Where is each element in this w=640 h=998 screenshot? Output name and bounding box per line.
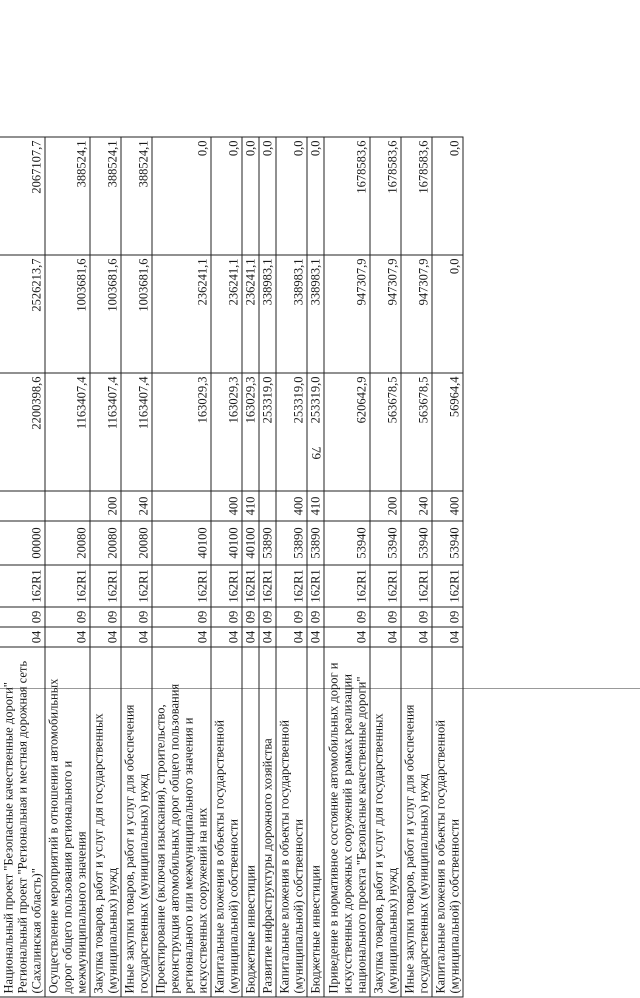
row-name: Закупка товаров, работ и услуг для государственных (муниципальных) нужд xyxy=(90,647,121,997)
row-value-2025: 236241,1 xyxy=(211,255,242,373)
row-subsection: 09 xyxy=(90,607,121,627)
row-expense-type xyxy=(45,491,90,521)
row-value-2025: 1003681,6 xyxy=(121,255,152,373)
row-value-2024: 253319,0 xyxy=(307,373,324,491)
table-row xyxy=(242,137,259,997)
row-direction-code: 40100 xyxy=(152,521,211,565)
row-value-2026: 1678583,6 xyxy=(324,137,370,255)
row-subsection: 09 xyxy=(401,607,432,627)
row-direction-code: 40100 xyxy=(211,521,242,565)
row-value-2025: 338983,1 xyxy=(259,255,276,373)
row-section: 04 xyxy=(45,627,90,647)
row-program-code: 162R1 xyxy=(259,565,276,607)
table-row xyxy=(432,137,463,997)
row-direction-code: 53940 xyxy=(432,521,463,565)
row-section: 04 xyxy=(259,627,276,647)
row-value-2026: 0,0 xyxy=(432,137,463,255)
row-subsection: 09 xyxy=(307,607,324,627)
row-name: Иные закупки товаров, работ и услуг для обеспечения государственных (муниципальных) нужд xyxy=(401,647,432,997)
row-expense-type: 240 xyxy=(121,491,152,521)
row-subsection: 09 xyxy=(324,607,370,627)
row-value-2024: 563678,5 xyxy=(370,373,401,491)
row-value-2026: 0,0 xyxy=(276,137,307,255)
row-expense-type: 200 xyxy=(370,491,401,521)
row-program-code: 162R1 xyxy=(90,565,121,607)
row-expense-type: 200 xyxy=(90,491,121,521)
row-direction-code: 53940 xyxy=(370,521,401,565)
row-program-code: 162R1 xyxy=(45,565,90,607)
row-expense-type xyxy=(0,491,45,521)
row-value-2024: 163029,3 xyxy=(211,373,242,491)
row-program-code: 162R1 xyxy=(211,565,242,607)
row-value-2026: 1678583,6 xyxy=(370,137,401,255)
table-body xyxy=(0,137,463,997)
budget-table-sheet xyxy=(0,138,462,998)
row-section: 04 xyxy=(152,627,211,647)
row-name: Бюджетные инвестиции xyxy=(242,647,259,997)
row-expense-type: 400 xyxy=(211,491,242,521)
row-name: Бюджетные инвестиции xyxy=(307,647,324,997)
page-number: 79 xyxy=(309,446,324,460)
row-value-2025: 0,0 xyxy=(432,255,463,373)
row-program-code: 162R1 xyxy=(0,565,45,607)
row-section: 04 xyxy=(90,627,121,647)
row-expense-type xyxy=(259,491,276,521)
row-value-2024: 253319,0 xyxy=(276,373,307,491)
row-expense-type: 240 xyxy=(401,491,432,521)
table-row xyxy=(401,137,432,997)
table-row xyxy=(324,137,370,997)
row-direction-code: 20080 xyxy=(121,521,152,565)
table-row xyxy=(121,137,152,997)
row-direction-code: 53940 xyxy=(324,521,370,565)
row-subsection: 09 xyxy=(259,607,276,627)
row-subsection: 09 xyxy=(121,607,152,627)
row-direction-code: 40100 xyxy=(242,521,259,565)
row-name: Иные закупки товаров, работ и услуг для обеспечения государственных (муниципальных) нужд xyxy=(121,647,152,997)
row-subsection: 09 xyxy=(0,607,45,627)
row-value-2024: 1163407,4 xyxy=(121,373,152,491)
row-program-code: 162R1 xyxy=(432,565,463,607)
row-name: Капитальные вложения в объекты государственной (муниципальной) собственности xyxy=(211,647,242,997)
table-row xyxy=(152,137,211,997)
row-subsection: 09 xyxy=(432,607,463,627)
row-value-2026: 0,0 xyxy=(307,137,324,255)
row-expense-type: 410 xyxy=(242,491,259,521)
row-name: Приведение в нормативное состояние автомобильных дорог и искусственных дорожных сооружений в рамках реализации национального проекта "Безопасные качественные дороги" xyxy=(324,647,370,997)
row-subsection: 09 xyxy=(152,607,211,627)
row-value-2025: 338983,1 xyxy=(276,255,307,373)
row-value-2024: 620642,9 xyxy=(324,373,370,491)
row-name: Проектирование (включая изыскания), строительство, реконструкция автомобильных дорог общего пользования регионального или межмуниципального значения и искусственных сооружений на них xyxy=(152,647,211,997)
row-subsection: 09 xyxy=(370,607,401,627)
row-subsection: 09 xyxy=(276,607,307,627)
row-value-2025: 947307,9 xyxy=(324,255,370,373)
row-direction-code: 53940 xyxy=(401,521,432,565)
row-value-2026: 388524,1 xyxy=(90,137,121,255)
row-section: 04 xyxy=(121,627,152,647)
table-row xyxy=(276,137,307,997)
row-subsection: 09 xyxy=(211,607,242,627)
table-row xyxy=(307,137,324,997)
table-row xyxy=(90,137,121,997)
row-value-2024: 2200398,6 xyxy=(0,373,45,491)
row-program-code: 162R1 xyxy=(121,565,152,607)
row-section: 04 xyxy=(211,627,242,647)
row-section: 04 xyxy=(324,627,370,647)
row-program-code: 162R1 xyxy=(242,565,259,607)
row-value-2024: 56964,4 xyxy=(432,373,463,491)
row-value-2025: 236241,1 xyxy=(242,255,259,373)
row-subsection: 09 xyxy=(242,607,259,627)
row-direction-code: 53890 xyxy=(307,521,324,565)
row-program-code: 162R1 xyxy=(370,565,401,607)
row-expense-type: 400 xyxy=(276,491,307,521)
row-subsection: 09 xyxy=(45,607,90,627)
row-value-2025: 947307,9 xyxy=(401,255,432,373)
row-value-2026: 0,0 xyxy=(259,137,276,255)
row-value-2026: 1678583,6 xyxy=(401,137,432,255)
table-row xyxy=(370,137,401,997)
row-expense-type xyxy=(152,491,211,521)
row-value-2025: 236241,1 xyxy=(152,255,211,373)
row-value-2026: 388524,1 xyxy=(121,137,152,255)
row-section: 04 xyxy=(0,627,45,647)
row-value-2026: 388524,1 xyxy=(45,137,90,255)
row-value-2024: 163029,3 xyxy=(242,373,259,491)
row-name: Осуществление мероприятий в отношении автомобильных дорог общего пользования регионального и межмуниципального значения xyxy=(45,647,90,997)
table-row xyxy=(211,137,242,997)
row-value-2025: 338983,1 xyxy=(307,255,324,373)
row-value-2026: 0,0 xyxy=(152,137,211,255)
row-section: 04 xyxy=(370,627,401,647)
table-row xyxy=(0,137,45,997)
row-name: Национальный проект "Безопасные качественные дороги" Региональный проект "Региональная и местная дорожная сеть (Сахалинская область)" xyxy=(0,647,45,997)
table-row xyxy=(45,137,90,997)
row-value-2026: 0,0 xyxy=(211,137,242,255)
row-name: Капитальные вложения в объекты государственной (муниципальной) собственности xyxy=(432,647,463,997)
row-section: 04 xyxy=(432,627,463,647)
row-name: Развитие инфраструктуры дорожного хозяйства xyxy=(259,647,276,997)
row-value-2024: 1163407,4 xyxy=(45,373,90,491)
row-program-code: 162R1 xyxy=(307,565,324,607)
table-row xyxy=(259,137,276,997)
row-section: 04 xyxy=(307,627,324,647)
row-program-code: 162R1 xyxy=(276,565,307,607)
budget-table xyxy=(0,137,464,998)
row-expense-type xyxy=(324,491,370,521)
row-value-2024: 1163407,4 xyxy=(90,373,121,491)
row-section: 04 xyxy=(401,627,432,647)
row-direction-code: 20080 xyxy=(45,521,90,565)
row-direction-code: 00000 xyxy=(0,521,45,565)
row-value-2025: 2526213,7 xyxy=(0,255,45,373)
row-value-2025: 947307,9 xyxy=(370,255,401,373)
row-expense-type: 400 xyxy=(432,491,463,521)
row-direction-code: 53890 xyxy=(259,521,276,565)
row-value-2025: 1003681,6 xyxy=(90,255,121,373)
row-name: Капитальные вложения в объекты государственной (муниципальной) собственности xyxy=(276,647,307,997)
row-program-code: 162R1 xyxy=(324,565,370,607)
row-value-2024: 563678,5 xyxy=(401,373,432,491)
row-value-2026: 0,0 xyxy=(242,137,259,255)
row-program-code: 162R1 xyxy=(401,565,432,607)
row-value-2024: 253319,0 xyxy=(259,373,276,491)
row-section: 04 xyxy=(276,627,307,647)
row-value-2026: 2067107,7 xyxy=(0,137,45,255)
row-name: Закупка товаров, работ и услуг для государственных (муниципальных) нужд xyxy=(370,647,401,997)
row-value-2024: 163029,3 xyxy=(152,373,211,491)
row-direction-code: 53890 xyxy=(276,521,307,565)
row-direction-code: 20080 xyxy=(90,521,121,565)
row-program-code: 162R1 xyxy=(152,565,211,607)
row-section: 04 xyxy=(242,627,259,647)
row-value-2025: 1003681,6 xyxy=(45,255,90,373)
row-expense-type: 410 xyxy=(307,491,324,521)
